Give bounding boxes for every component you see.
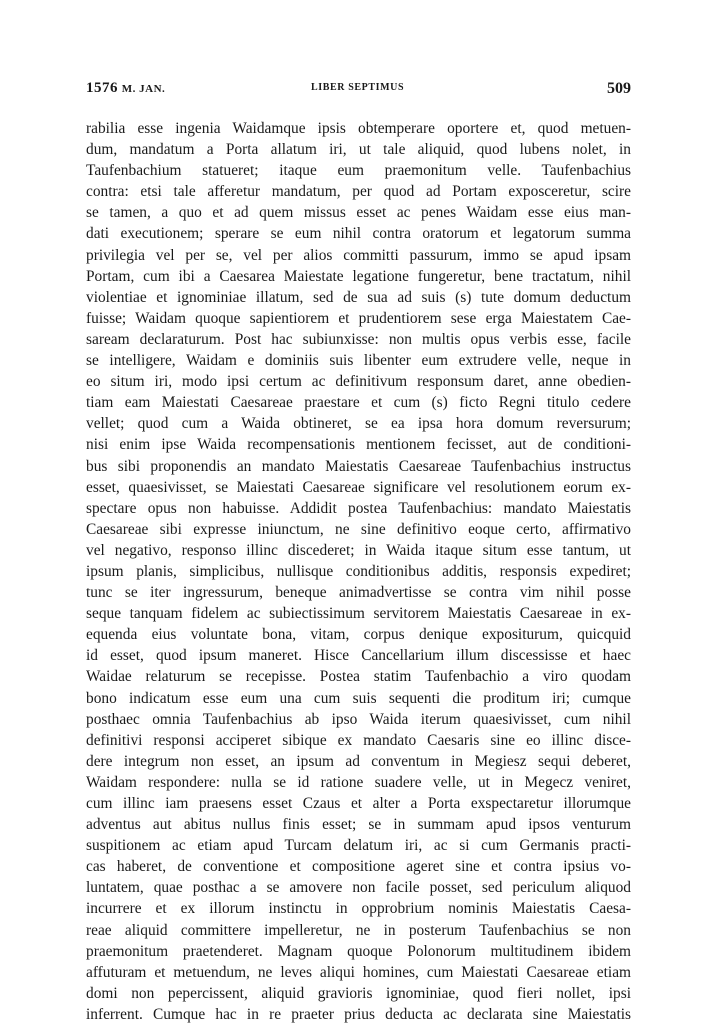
text-line: Waidam respondere: nulla se id ratione suadere velle, ut in Megecz veniret, — [86, 773, 631, 791]
text-line: esset, quaesivisset, se Maiestati Caesareae significare vel resolutionem eorum ex- — [86, 478, 631, 496]
text-line: violentiae et ignominiae illatum, sed de sua ad suis (s) tute domum deductum — [86, 288, 631, 306]
text-line: domi non pepercissent, aliquid gravioris ignominiae, quod fieri nollet, ipsi — [86, 984, 631, 1002]
text-line: inferrent. Cumque hac in re praeter prius deducta ac declarata sine Maiestatis — [86, 1005, 631, 1023]
text-line: tiam eam Maiestati Caesareae praestare et cum (s) ficto Regni titulo cedere — [86, 394, 631, 412]
text-line: affuturam et metuendum, ne leves aliqui homines, cum Maiestati Caesareae etiam — [86, 963, 631, 981]
text-line: posthaec omnia Taufenbachius ab ipso Waida iterum quaesivisset, cum nihil — [86, 710, 631, 728]
text-line: privilegia vel per se, vel per alios committi passurum, immo se apud ipsam — [86, 246, 631, 264]
text-line: se tamen, a quo et ad quem missus esset ac penes Waidam esse eius man- — [86, 204, 631, 222]
text-line: rabilia esse ingenia Waidamque ipsis obtemperare oportere et, quod metuen- — [86, 120, 631, 137]
text-line: Waidae relaturum se recepisse. Postea statim Taufenbachio a viro quodam — [86, 668, 631, 686]
text-line: eo situm iri, modo ipsi certum ac definitivum responsum daret, anne obedien- — [86, 373, 631, 391]
text-line: suspitionem ac etiam apud Turcam delatum iri, ac si cum Germanis practi- — [86, 837, 631, 855]
text-line: ipsum planis, simplicibus, nullisque conditionibus additis, responsis expediret; — [86, 562, 631, 580]
text-line: dati executionem; sperare se eum nihil contra oratorum et legatorum summa — [86, 225, 631, 243]
book-title: LIBER SEPTIMUS — [311, 82, 405, 93]
text-line: reae aliquid committere impelleretur, ne in posterum Taufenbachius se non — [86, 921, 631, 939]
month-label: M. JAN. — [121, 83, 166, 95]
text-line: bono indicatum esse eum una cum suis sequenti die proditum iri; cumque — [86, 689, 631, 707]
text-line: seque tanquam fidelem ac subiectissimum servitorem Maiestatis Caesareae in ex- — [86, 605, 631, 623]
text-line: dere integrum non esset, an ipsum ad conventum in Megiesz sequi deberet, — [86, 752, 631, 770]
text-line: luntatem, quae posthac a se amovere non facile posset, sed periculum aliquod — [86, 879, 631, 897]
body-text — [86, 118, 631, 1025]
text-line: Taufenbachium statueret; itaque eum praemonitum velle. Taufenbachius — [86, 162, 631, 180]
text-line: fuisse; Waidam quoque sapientiorem et prudentiorem sese erga Maiestatem Cae- — [86, 309, 631, 327]
text-line: vel negativo, responso illinc discederet; in Waida itaque situm esse tantum, ut — [86, 541, 631, 559]
text-line: nisi enim ipse Waida recompensationis mentionem fecisset, aut de conditioni- — [86, 436, 631, 454]
text-line: bus sibi proponendis an mandato Maiestatis Caesareae Taufenbachius instructus — [86, 457, 631, 475]
text-line: saream declaraturum. Post hac subiunxisse: non multis opus verbis esse, facile — [86, 330, 631, 348]
text-line: adventus aut abitus nullus finis esset; se in summam apud ipsos venturum — [86, 816, 631, 834]
text-line: Caesareae sibi expresse iniunctum, ne sine definitivo eoque certo, affirmativo — [86, 520, 631, 538]
text-line: dum, mandatum a Porta allatum iri, ut tale aliquid, quod lubens nolet, in — [86, 141, 631, 159]
text-line: praemonitum praetenderet. Magnam quoque Polonorum multitudinem ibidem — [86, 942, 631, 960]
running-head — [86, 80, 631, 102]
text-line: se intelligere, Waidam e dominiis suis libenter eum extrudere velle, neque in — [86, 352, 631, 370]
text-line: cas haberet, de conventione et compositione ageret sine et contra ipsius vo- — [86, 858, 631, 876]
text-line: cum illinc iam praesens esset Czaus et alter a Porta exspectaretur illorumque — [86, 795, 631, 812]
page-number: 509 — [607, 80, 631, 97]
text-line: incurrere et ex illorum instinctu in opprobrium nominis Maiestatis Caesa- — [86, 900, 631, 918]
year-label: 1576 — [86, 80, 118, 96]
text-line: equenda eius voluntate bona, vitam, corpus denique expositurum, quicquid — [86, 626, 631, 644]
text-line: tunc se iter ingressurum, beneque animadvertisse se contra vim nihil posse — [86, 584, 631, 602]
text-line: definitivi responsi acciperet sibique ex mandato Caesaris sine eo illinc disce- — [86, 731, 631, 749]
text-line: Portam, cum ibi a Caesarea Maiestate legatione fungeretur, bene tractatum, nihil — [86, 267, 631, 285]
text-line: spectare opus non habuisse. Addidit postea Taufenbachius: mandato Maiestatis — [86, 499, 631, 517]
date-header — [86, 80, 165, 97]
text-line: vellet; quod cum a Waida obtineret, se ea ipsa hora domum reversurum; — [86, 415, 631, 433]
text-line: contra: etsi tale afferetur mandatum, per quod ad Portam exposceretur, scire — [86, 183, 631, 201]
text-line: id esset, quod ipsum maneret. Hisce Cancellarium illum discessisse et haec — [86, 647, 631, 665]
